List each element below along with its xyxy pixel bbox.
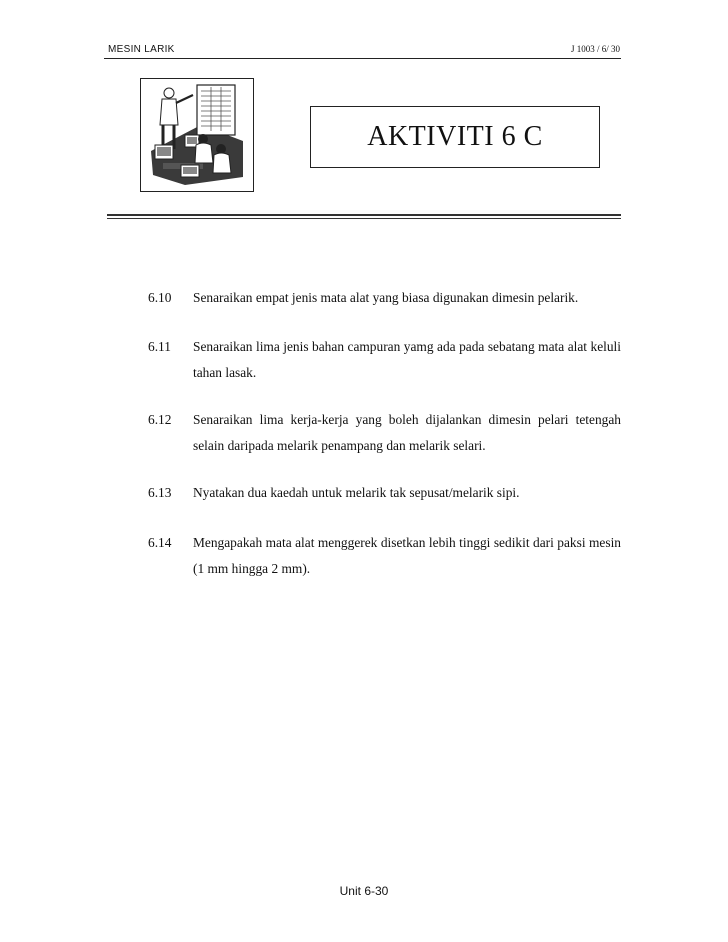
question-item bbox=[148, 530, 621, 582]
question-text: Mengapakah mata alat menggerek disetkan lebih tinggi sedikit dari paksi mesin (1 mm hingga 2 mm). bbox=[193, 535, 621, 576]
question-item bbox=[148, 480, 621, 506]
header-course-title: MESIN LARIK bbox=[108, 44, 175, 55]
header-divider bbox=[104, 58, 621, 59]
question-number: 6.12 bbox=[148, 412, 172, 427]
question-text: Senaraikan empat jenis mata alat yang biasa digunakan dimesin pelarik. bbox=[193, 290, 579, 305]
title-divider-thick bbox=[107, 214, 621, 216]
question-text: Senaraikan lima kerja-kerja yang boleh dijalankan dimesin pelari tetengah selain daripada melarik penampang dan melarik selari. bbox=[193, 412, 621, 453]
header-page-code: J 1003 / 6/ 30 bbox=[570, 44, 620, 54]
question-number: 6.13 bbox=[148, 485, 172, 500]
activity-title: AKTIVITI 6 C bbox=[367, 121, 543, 152]
question-number: 6.11 bbox=[148, 339, 171, 354]
question-text: Senaraikan lima jenis bahan campuran yamg ada pada sebatang mata alat keluli tahan lasak. bbox=[193, 339, 621, 380]
activity-title-box bbox=[310, 106, 600, 168]
question-item bbox=[148, 334, 621, 386]
question-number: 6.14 bbox=[148, 535, 172, 550]
classroom-presentation-clipart-icon bbox=[140, 78, 254, 192]
page-footer: Unit 6-30 bbox=[339, 884, 389, 898]
question-item bbox=[148, 285, 621, 311]
question-number: 6.10 bbox=[148, 290, 172, 305]
question-item bbox=[148, 407, 621, 459]
title-divider-thin bbox=[107, 218, 621, 219]
question-text: Nyatakan dua kaedah untuk melarik tak sepusat/melarik sipi. bbox=[193, 485, 520, 500]
